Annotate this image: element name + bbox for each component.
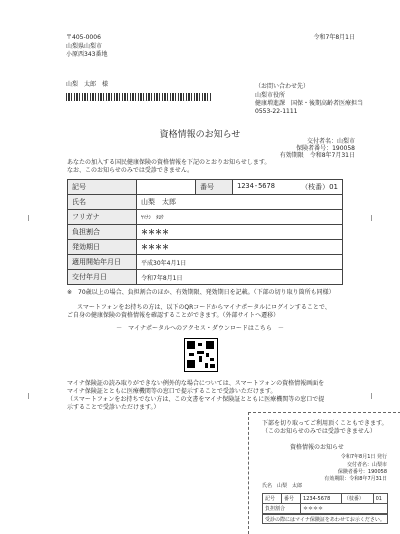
- table-row: [68, 270, 343, 285]
- insurer-number: 保険者番号：190058: [296, 145, 355, 152]
- burden-value: ＊＊＊＊: [137, 225, 343, 240]
- table-row: [68, 180, 343, 195]
- start-value: ＊＊＊＊: [137, 240, 343, 255]
- notice-line3: （スマートフォンをお持ちでない方は、この文書をマイナ保険証とともに医療機関等の窓口で提: [67, 396, 325, 403]
- kigo-label: 記号: [68, 180, 137, 195]
- stub-burden-value: ＊＊＊＊: [301, 504, 388, 514]
- issue-date: 令和7年8月1日: [313, 34, 355, 41]
- qr-code[interactable]: [184, 338, 218, 372]
- cut-instruction-line1: 下部を切り取ってご利用頂くこともできます。: [262, 420, 388, 427]
- stub-table: [262, 493, 388, 514]
- name-label: 氏名: [68, 195, 137, 210]
- postal-code: 〒405-0006: [66, 34, 101, 41]
- table-row: [68, 240, 343, 255]
- table-row: [68, 225, 343, 240]
- issue-label: 交付年月日: [68, 270, 137, 285]
- stub-kigo-label: 記号: [263, 494, 282, 504]
- stub-valid-until: 有効期限：令和8年7月31日: [324, 476, 387, 482]
- kana-label: フリガナ: [68, 210, 137, 225]
- stub-edaban-value: 01: [373, 494, 387, 504]
- valid-until: 有効期限 令和8年7月31日: [279, 152, 355, 159]
- issue-value: 令和7年8月1日: [137, 270, 343, 285]
- qualification-table: [67, 179, 343, 285]
- fold-mark: [28, 393, 29, 399]
- address-line1: 山梨県山梨市: [66, 43, 103, 50]
- stub-bango-label: 番号: [282, 494, 301, 504]
- issuer-name: 交付者名：山梨市: [306, 138, 355, 145]
- kana-value: ﾔﾏﾅｼ ﾀﾛｳ: [137, 210, 343, 225]
- stub-bango-value: 1234-5678: [301, 494, 342, 504]
- stub-insurer: 交付者名：山梨市: [346, 462, 387, 468]
- apply-label: 適用開始年月日: [68, 255, 137, 270]
- bango-label: 番号: [196, 180, 233, 195]
- address-line2: 小原西343番地: [66, 51, 108, 58]
- intro-line2: なお、このお知らせのみでは受診できません。: [67, 167, 194, 174]
- table-row: [68, 210, 343, 225]
- stub-note: 受診の際にはマイナ保険証をあわせてお示ください。: [262, 514, 388, 524]
- burden-label: 負担割合: [68, 225, 137, 240]
- contact-office: 山梨市役所: [255, 92, 286, 99]
- contact-phone: 0553-22-1111: [255, 108, 298, 115]
- start-label: 発効期日: [68, 240, 137, 255]
- intro-line1: あなたの加入する国民健康保険の資格情報を下記のとおりお知らせします。: [67, 159, 271, 166]
- notice-line2: マイナ保険証とともに医療機関等の窓口で提示することで受診いただけます。: [67, 388, 277, 395]
- stub-name: 氏名 山梨 太郎: [262, 483, 303, 489]
- bango-value: 1234-5678: [237, 182, 275, 190]
- table-row: [68, 195, 343, 210]
- portal-line2: ご自身の健康保険の資格情報を確認することができます。（外部サイトへ遷移）: [67, 312, 280, 319]
- notice-line1: マイナ保険証の読み取りができない例外的な場合については、スマートフォンの資格情報画面を: [67, 380, 325, 387]
- stub-edaban-label: （枝番）: [341, 494, 373, 504]
- contact-dept: 健康増進課 国保・後期高齢者医療担当: [255, 100, 364, 107]
- table-row: [263, 494, 388, 504]
- name-value: 山梨 太郎: [137, 195, 343, 210]
- table-row: [263, 504, 388, 514]
- note-text: ※ 70歳以上の場合、負担割合のほか、有効期限、発効期日を記載。（下部の切り取り箇所も同様）: [67, 289, 335, 296]
- stub-date: 令和7年8月1日 発行: [340, 454, 387, 460]
- stub-insurer-number: 保険者番号：190058: [337, 469, 387, 475]
- stub-burden-label: 負担割合: [263, 504, 301, 514]
- customer-barcode: [66, 93, 211, 101]
- stub-title: 資格情報のお知らせ: [290, 444, 344, 451]
- fold-mark: [371, 215, 372, 221]
- contact-heading: （お問い合わせ先）: [255, 83, 310, 90]
- portal-link[interactable]: － マイナポータルへのアクセス・ダウンロードはこちら －: [116, 325, 284, 332]
- recipient-name: 山梨 太郎 様: [66, 81, 109, 88]
- document-title: 資格情報のお知らせ: [159, 130, 241, 140]
- apply-value: 平成30年4月1日: [137, 255, 343, 270]
- table-row: [68, 255, 343, 270]
- notice-line4: 示することで受診いただけます。）: [67, 404, 160, 411]
- kigo-value: [137, 180, 196, 195]
- fold-mark: [371, 393, 372, 399]
- edaban-value: （枝番）01: [301, 183, 338, 191]
- portal-line1: スマートフォンをお持ちの方は、以下のQRコードからマイナポータルにログインすることで、: [77, 304, 331, 311]
- fold-mark: [28, 215, 29, 221]
- cut-instruction-line2: （このお知らせのみでは受診できません）: [262, 428, 376, 435]
- bango-cell: [233, 180, 343, 195]
